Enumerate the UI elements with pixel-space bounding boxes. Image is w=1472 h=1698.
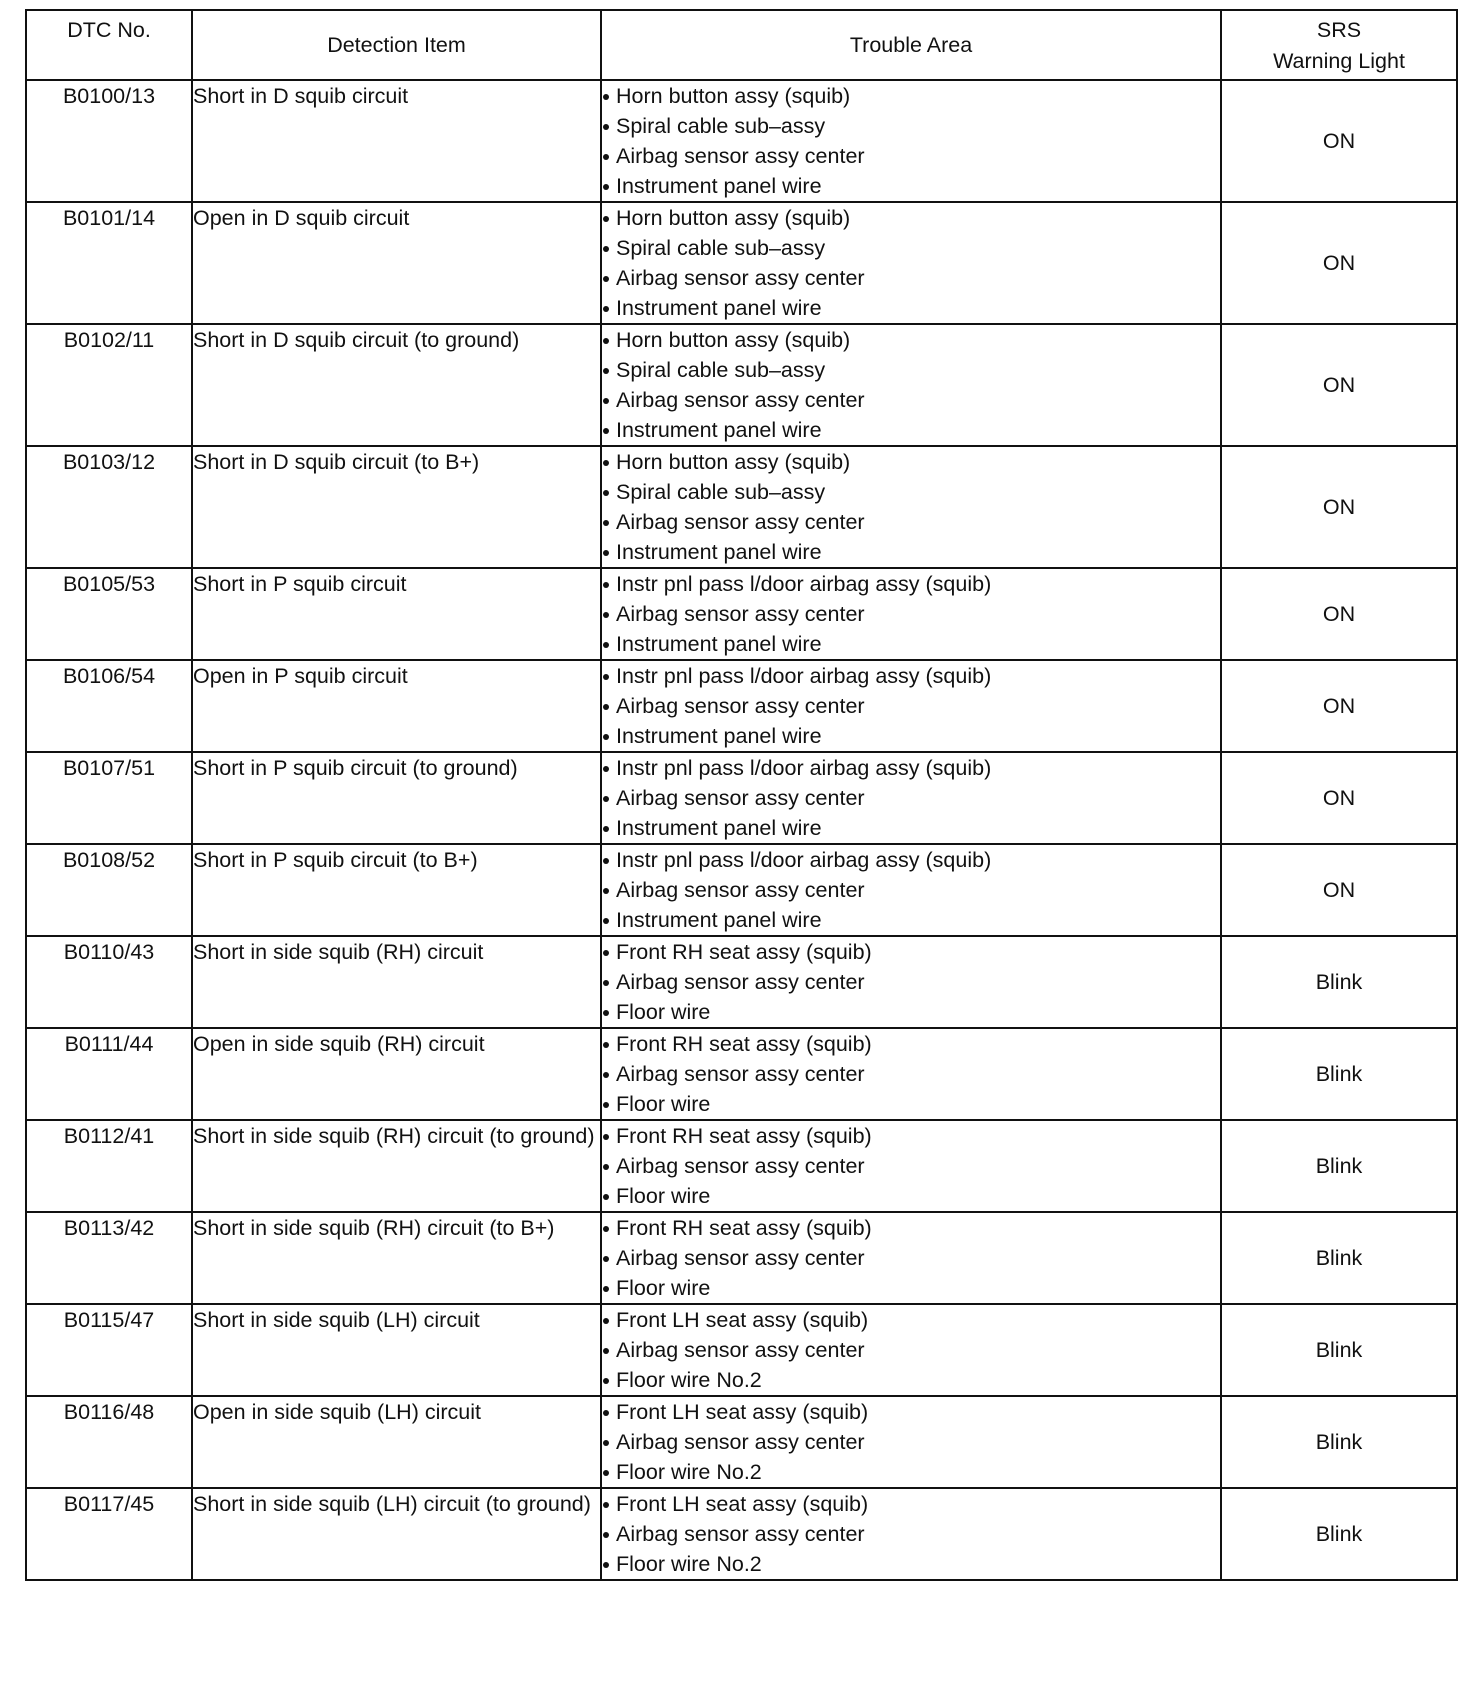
detection-item-cell: Short in P squib circuit (to ground) xyxy=(192,752,601,844)
detection-item-cell: Open in D squib circuit xyxy=(192,202,601,324)
trouble-area-item: Floor wire No.2 xyxy=(602,1365,1220,1395)
trouble-area-item: Airbag sensor assy center xyxy=(602,783,1220,813)
detection-item-cell: Short in side squib (LH) circuit (to ground) xyxy=(192,1488,601,1580)
dtc-code-cell: B0112/41 xyxy=(26,1120,192,1212)
table-row xyxy=(26,660,1457,752)
table-row xyxy=(26,1396,1457,1488)
trouble-area-item: Airbag sensor assy center xyxy=(602,263,1220,293)
trouble-area-item: Front LH seat assy (squib) xyxy=(602,1489,1220,1519)
dtc-code-cell: B0102/11 xyxy=(26,324,192,446)
table-row xyxy=(26,80,1457,202)
table-row xyxy=(26,568,1457,660)
trouble-area-item: Horn button assy (squib) xyxy=(602,447,1220,477)
trouble-area-item: Instrument panel wire xyxy=(602,721,1220,751)
trouble-area-list xyxy=(602,447,1220,567)
trouble-area-item: Instrument panel wire xyxy=(602,813,1220,843)
detection-item-cell: Short in side squib (RH) circuit xyxy=(192,936,601,1028)
trouble-area-cell xyxy=(601,324,1221,446)
trouble-area-item: Instr pnl pass l/door airbag assy (squib) xyxy=(602,753,1220,783)
table-row xyxy=(26,202,1457,324)
trouble-area-item: Spiral cable sub–assy xyxy=(602,233,1220,263)
dtc-code-cell: B0115/47 xyxy=(26,1304,192,1396)
trouble-area-item: Floor wire xyxy=(602,1181,1220,1211)
trouble-area-item: Horn button assy (squib) xyxy=(602,325,1220,355)
trouble-area-item: Floor wire xyxy=(602,1273,1220,1303)
table-row xyxy=(26,1212,1457,1304)
trouble-area-item: Floor wire xyxy=(602,1089,1220,1119)
trouble-area-item: Airbag sensor assy center xyxy=(602,875,1220,905)
trouble-area-item: Airbag sensor assy center xyxy=(602,1335,1220,1365)
trouble-area-cell xyxy=(601,1488,1221,1580)
trouble-area-item: Instrument panel wire xyxy=(602,171,1220,201)
trouble-area-item: Front LH seat assy (squib) xyxy=(602,1397,1220,1427)
trouble-area-list xyxy=(602,1305,1220,1395)
table-row xyxy=(26,446,1457,568)
trouble-area-item: Floor wire No.2 xyxy=(602,1549,1220,1579)
detection-item-cell: Open in side squib (LH) circuit xyxy=(192,1396,601,1488)
trouble-area-item: Front LH seat assy (squib) xyxy=(602,1305,1220,1335)
trouble-area-item: Airbag sensor assy center xyxy=(602,1427,1220,1457)
trouble-area-list xyxy=(602,1029,1220,1119)
trouble-area-item: Horn button assy (squib) xyxy=(602,203,1220,233)
trouble-area-item: Front RH seat assy (squib) xyxy=(602,1029,1220,1059)
dtc-code-cell: B0103/12 xyxy=(26,446,192,568)
trouble-area-cell xyxy=(601,1120,1221,1212)
trouble-area-item: Airbag sensor assy center xyxy=(602,599,1220,629)
header-trouble-area: Trouble Area xyxy=(601,10,1221,80)
table-row xyxy=(26,844,1457,936)
trouble-area-item: Instr pnl pass l/door airbag assy (squib) xyxy=(602,845,1220,875)
srs-warning-light-cell: Blink xyxy=(1221,1396,1457,1488)
dtc-code-cell: B0116/48 xyxy=(26,1396,192,1488)
trouble-area-cell xyxy=(601,446,1221,568)
trouble-area-cell xyxy=(601,568,1221,660)
trouble-area-cell xyxy=(601,1304,1221,1396)
trouble-area-cell xyxy=(601,202,1221,324)
detection-item-cell: Short in D squib circuit xyxy=(192,80,601,202)
table-header xyxy=(26,10,1457,80)
trouble-area-list xyxy=(602,661,1220,751)
table-row xyxy=(26,1304,1457,1396)
trouble-area-cell xyxy=(601,752,1221,844)
trouble-area-cell xyxy=(601,1028,1221,1120)
trouble-area-item: Airbag sensor assy center xyxy=(602,1243,1220,1273)
srs-warning-light-cell: Blink xyxy=(1221,1120,1457,1212)
trouble-area-list xyxy=(602,1397,1220,1487)
trouble-area-item: Front RH seat assy (squib) xyxy=(602,1213,1220,1243)
table-row xyxy=(26,1028,1457,1120)
detection-item-cell: Open in side squib (RH) circuit xyxy=(192,1028,601,1120)
detection-item-cell: Short in P squib circuit xyxy=(192,568,601,660)
trouble-area-item: Airbag sensor assy center xyxy=(602,385,1220,415)
table-row xyxy=(26,1488,1457,1580)
trouble-area-item: Front RH seat assy (squib) xyxy=(602,1121,1220,1151)
detection-item-cell: Short in D squib circuit (to ground) xyxy=(192,324,601,446)
trouble-area-item: Airbag sensor assy center xyxy=(602,1519,1220,1549)
srs-warning-light-cell: ON xyxy=(1221,202,1457,324)
srs-warning-light-cell: ON xyxy=(1221,80,1457,202)
detection-item-cell: Short in P squib circuit (to B+) xyxy=(192,844,601,936)
trouble-area-cell xyxy=(601,844,1221,936)
dtc-code-cell: B0106/54 xyxy=(26,660,192,752)
srs-warning-light-cell: Blink xyxy=(1221,936,1457,1028)
detection-item-cell: Short in side squib (LH) circuit xyxy=(192,1304,601,1396)
trouble-area-cell xyxy=(601,1396,1221,1488)
table-body xyxy=(26,80,1457,1580)
trouble-area-item: Instrument panel wire xyxy=(602,905,1220,935)
trouble-area-item: Airbag sensor assy center xyxy=(602,1151,1220,1181)
trouble-area-item: Airbag sensor assy center xyxy=(602,691,1220,721)
srs-warning-light-cell: ON xyxy=(1221,568,1457,660)
srs-warning-light-cell: ON xyxy=(1221,844,1457,936)
trouble-area-list xyxy=(602,937,1220,1027)
trouble-area-item: Spiral cable sub–assy xyxy=(602,477,1220,507)
trouble-area-cell xyxy=(601,936,1221,1028)
trouble-area-list xyxy=(602,1489,1220,1579)
srs-warning-light-cell: ON xyxy=(1221,660,1457,752)
srs-warning-light-cell: ON xyxy=(1221,446,1457,568)
table-row xyxy=(26,324,1457,446)
srs-warning-light-cell: Blink xyxy=(1221,1488,1457,1580)
trouble-area-cell xyxy=(601,1212,1221,1304)
dtc-code-cell: B0100/13 xyxy=(26,80,192,202)
trouble-area-item: Instrument panel wire xyxy=(602,537,1220,567)
dtc-code-cell: B0107/51 xyxy=(26,752,192,844)
trouble-area-item: Instr pnl pass l/door airbag assy (squib) xyxy=(602,569,1220,599)
detection-item-cell: Short in side squib (RH) circuit (to ground) xyxy=(192,1120,601,1212)
srs-warning-light-cell: Blink xyxy=(1221,1212,1457,1304)
srs-warning-light-cell: Blink xyxy=(1221,1304,1457,1396)
dtc-code-cell: B0105/53 xyxy=(26,568,192,660)
dtc-code-cell: B0113/42 xyxy=(26,1212,192,1304)
trouble-area-item: Instrument panel wire xyxy=(602,629,1220,659)
trouble-area-list xyxy=(602,81,1220,201)
dtc-code-cell: B0117/45 xyxy=(26,1488,192,1580)
trouble-area-item: Airbag sensor assy center xyxy=(602,507,1220,537)
trouble-area-item: Airbag sensor assy center xyxy=(602,141,1220,171)
trouble-area-list xyxy=(602,1213,1220,1303)
trouble-area-item: Floor wire xyxy=(602,997,1220,1027)
srs-warning-light-cell: ON xyxy=(1221,324,1457,446)
trouble-area-item: Spiral cable sub–assy xyxy=(602,355,1220,385)
header-detection-item: Detection Item xyxy=(192,10,601,80)
trouble-area-cell xyxy=(601,660,1221,752)
header-dtc-no: DTC No. xyxy=(26,10,192,80)
trouble-area-cell xyxy=(601,80,1221,202)
trouble-area-list xyxy=(602,569,1220,659)
trouble-area-item: Instrument panel wire xyxy=(602,415,1220,445)
trouble-area-item: Instr pnl pass l/door airbag assy (squib) xyxy=(602,661,1220,691)
table-row xyxy=(26,936,1457,1028)
table-row xyxy=(26,752,1457,844)
header-row xyxy=(26,10,1457,80)
trouble-area-item: Front RH seat assy (squib) xyxy=(602,937,1220,967)
trouble-area-list xyxy=(602,203,1220,323)
dtc-code-cell: B0101/14 xyxy=(26,202,192,324)
trouble-area-item: Airbag sensor assy center xyxy=(602,967,1220,997)
table-row xyxy=(26,1120,1457,1212)
dtc-code-cell: B0111/44 xyxy=(26,1028,192,1120)
trouble-area-list xyxy=(602,753,1220,843)
trouble-area-list xyxy=(602,325,1220,445)
trouble-area-list xyxy=(602,845,1220,935)
header-srs-warning-light xyxy=(1221,10,1457,80)
srs-warning-light-cell: ON xyxy=(1221,752,1457,844)
srs-warning-light-cell: Blink xyxy=(1221,1028,1457,1120)
trouble-area-item: Floor wire No.2 xyxy=(602,1457,1220,1487)
dtc-table xyxy=(25,9,1458,1581)
header-srs-line2: Warning Light xyxy=(1273,49,1405,73)
detection-item-cell: Open in P squib circuit xyxy=(192,660,601,752)
detection-item-cell: Short in D squib circuit (to B+) xyxy=(192,446,601,568)
trouble-area-item: Airbag sensor assy center xyxy=(602,1059,1220,1089)
trouble-area-list xyxy=(602,1121,1220,1211)
trouble-area-item: Spiral cable sub–assy xyxy=(602,111,1220,141)
dtc-code-cell: B0110/43 xyxy=(26,936,192,1028)
header-srs-line1: SRS xyxy=(1316,18,1362,42)
detection-item-cell: Short in side squib (RH) circuit (to B+) xyxy=(192,1212,601,1304)
dtc-code-cell: B0108/52 xyxy=(26,844,192,936)
trouble-area-item: Horn button assy (squib) xyxy=(602,81,1220,111)
trouble-area-item: Instrument panel wire xyxy=(602,293,1220,323)
